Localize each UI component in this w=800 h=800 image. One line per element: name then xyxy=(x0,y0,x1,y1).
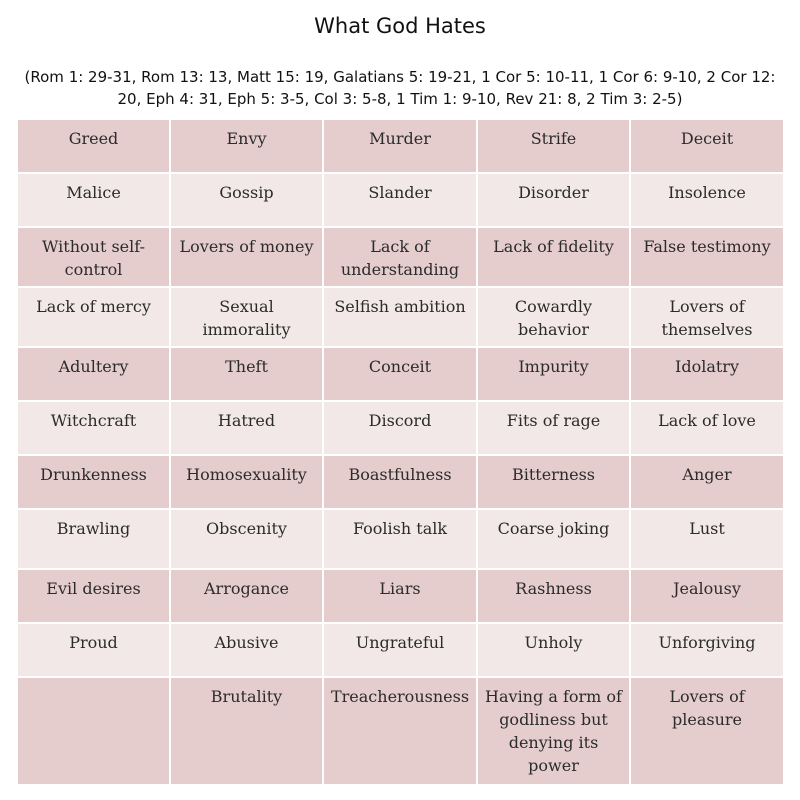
table-cell: Deceit xyxy=(630,119,784,173)
table-row xyxy=(17,455,784,509)
table-cell xyxy=(17,677,170,785)
table-cell: Arrogance xyxy=(170,569,323,623)
table-cell: Brawling xyxy=(17,509,170,569)
table-row xyxy=(17,287,784,347)
table-cell: False testimony xyxy=(630,227,784,287)
table-cell: Anger xyxy=(630,455,784,509)
table-cell: Foolish talk xyxy=(323,509,477,569)
table-row xyxy=(17,227,784,287)
table-cell: Bitterness xyxy=(477,455,630,509)
table-cell: Proud xyxy=(17,623,170,677)
table-row xyxy=(17,119,784,173)
table-cell: Unholy xyxy=(477,623,630,677)
table-cell: Theft xyxy=(170,347,323,401)
table-cell: Coarse joking xyxy=(477,509,630,569)
table-cell: Conceit xyxy=(323,347,477,401)
table-row xyxy=(17,347,784,401)
table-cell: Ungrateful xyxy=(323,623,477,677)
table-cell: Idolatry xyxy=(630,347,784,401)
table-cell: Without self-control xyxy=(17,227,170,287)
table-cell: Discord xyxy=(323,401,477,455)
table-cell: Boastfulness xyxy=(323,455,477,509)
table-cell: Witchcraft xyxy=(17,401,170,455)
scripture-references: (Rom 1: 29-31, Rom 13: 13, Matt 15: 19, Galatians 5: 19-21, 1 Cor 5: 10-11, 1 Cor 6: 9-10, 2 Cor 12: 20, Eph 4: 31, Eph 5: 3-5, Col 3: 5-8, 1 Tim 1: 9-10, Rev 21: 8, 2 Tim 3: 2-5) xyxy=(24,68,776,108)
table-cell: Evil desires xyxy=(17,569,170,623)
table-row xyxy=(17,401,784,455)
table-row xyxy=(17,509,784,569)
table-cell: Impurity xyxy=(477,347,630,401)
table-cell: Obscenity xyxy=(170,509,323,569)
table-cell: Insolence xyxy=(630,173,784,227)
table-cell: Treacherousness xyxy=(323,677,477,785)
table-row xyxy=(17,173,784,227)
table-cell: Homosexuality xyxy=(170,455,323,509)
table-cell: Lack of love xyxy=(630,401,784,455)
table-cell: Unforgiving xyxy=(630,623,784,677)
table-cell: Slander xyxy=(323,173,477,227)
table-cell: Drunkenness xyxy=(17,455,170,509)
table-cell: Rashness xyxy=(477,569,630,623)
table-cell: Having a form of godliness but denying its power xyxy=(477,677,630,785)
table-cell: Liars xyxy=(323,569,477,623)
table-cell: Lack of fidelity xyxy=(477,227,630,287)
table-cell: Malice xyxy=(17,173,170,227)
table-cell: Lust xyxy=(630,509,784,569)
table-cell: Selfish ambition xyxy=(323,287,477,347)
table-cell: Lack of mercy xyxy=(17,287,170,347)
page-title: What God Hates xyxy=(314,14,486,38)
table-row xyxy=(17,623,784,677)
table-cell: Lack of understanding xyxy=(323,227,477,287)
table-cell: Envy xyxy=(170,119,323,173)
table-cell: Jealousy xyxy=(630,569,784,623)
table-cell: Hatred xyxy=(170,401,323,455)
table-row xyxy=(17,569,784,623)
table-cell: Greed xyxy=(17,119,170,173)
sins-table xyxy=(16,118,785,786)
table-cell: Brutality xyxy=(170,677,323,785)
table-cell: Murder xyxy=(323,119,477,173)
table-cell: Disorder xyxy=(477,173,630,227)
table-cell: Cowardly behavior xyxy=(477,287,630,347)
table-cell: Adultery xyxy=(17,347,170,401)
table-cell: Fits of rage xyxy=(477,401,630,455)
table-cell: Abusive xyxy=(170,623,323,677)
table-cell: Lovers of pleasure xyxy=(630,677,784,785)
table-cell: Lovers of themselves xyxy=(630,287,784,347)
table-cell: Gossip xyxy=(170,173,323,227)
table-cell: Strife xyxy=(477,119,630,173)
table-row xyxy=(17,677,784,785)
table-cell: Sexual immorality xyxy=(170,287,323,347)
table-cell: Lovers of money xyxy=(170,227,323,287)
